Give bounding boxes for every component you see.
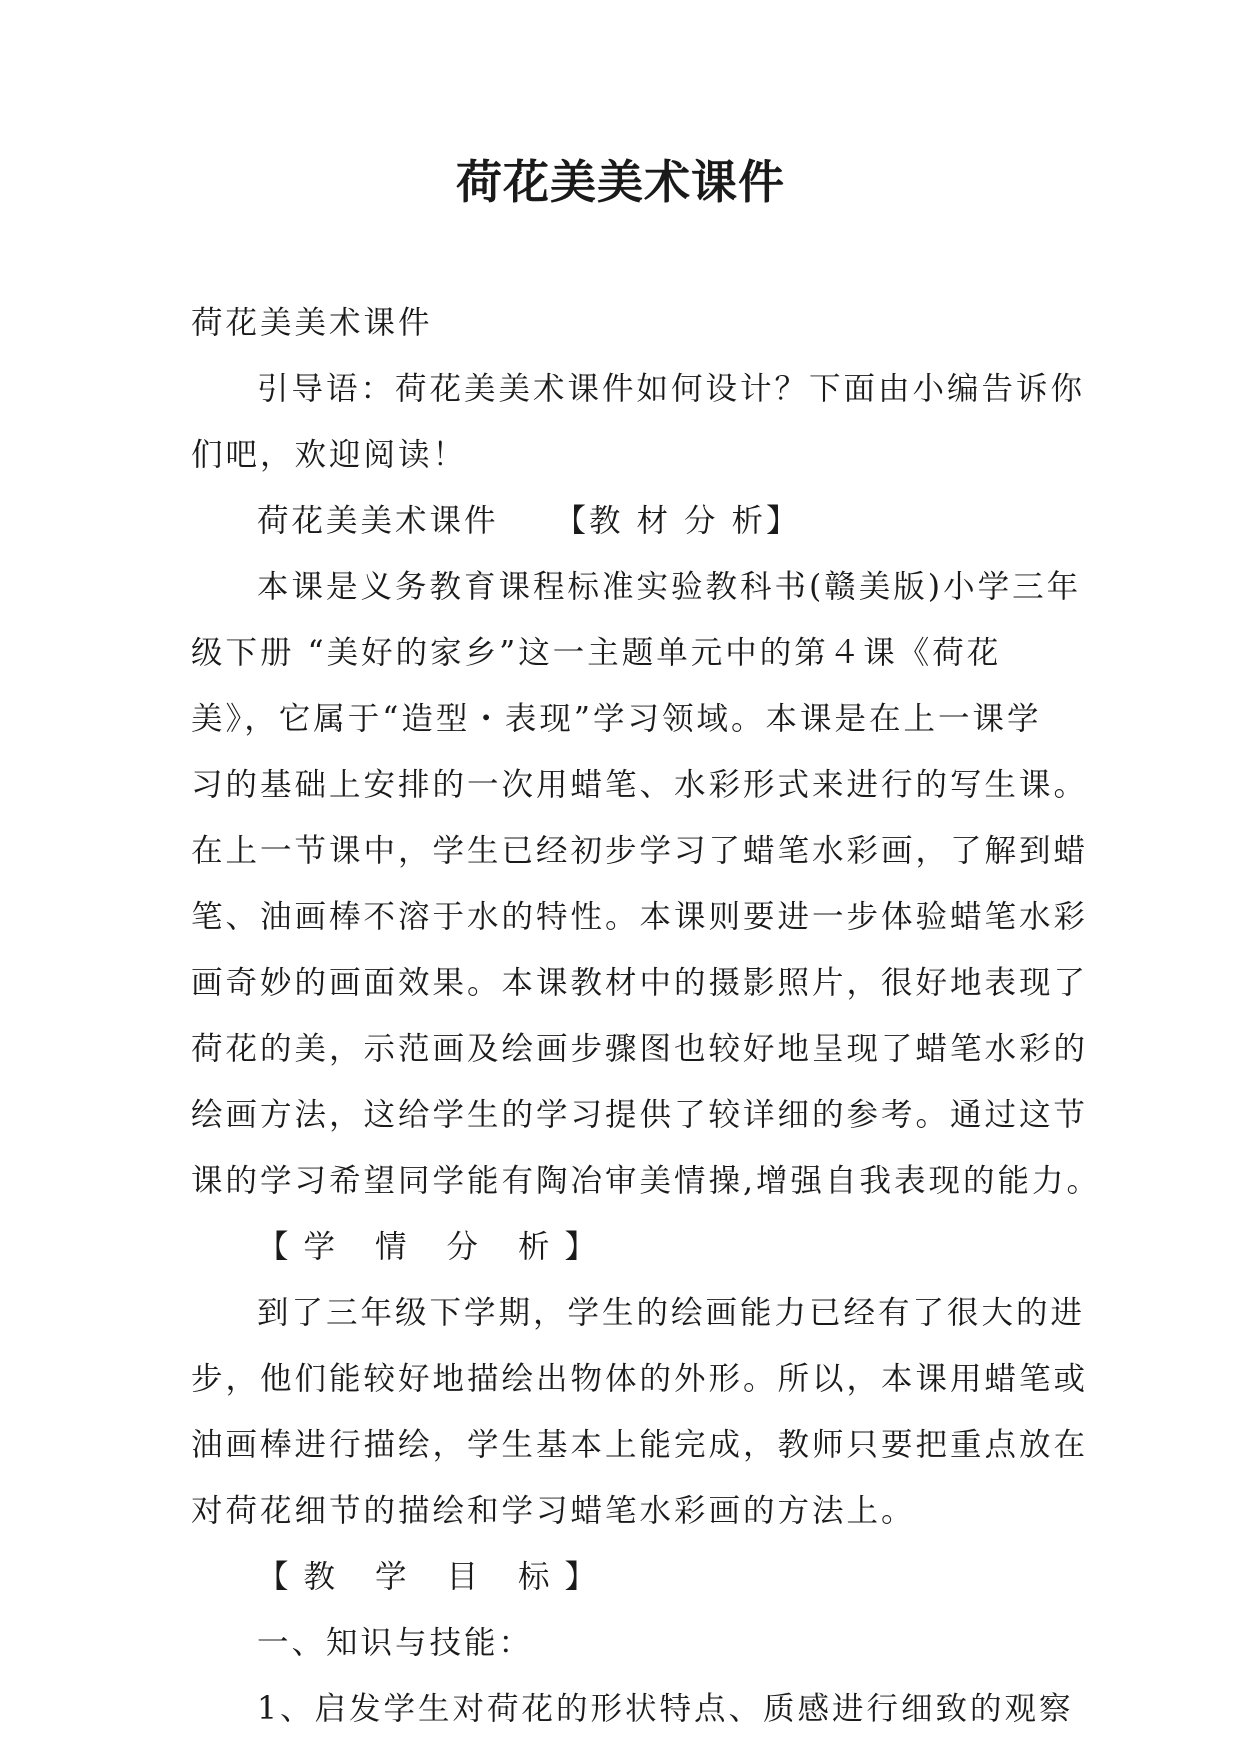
intro-line: 引导语：荷花美美术课件如何设计？下面由小编告诉你 [257, 371, 1086, 407]
paragraph-line: 级下册 “美好的家乡”这一主题单元中的第４课《荷花 [191, 635, 1002, 671]
document-body [191, 290, 1102, 1742]
paragraph-line: 美》，它属于“造型・表现”学习领域。本课是在上一课学 [191, 701, 1042, 737]
paragraph-line: 画奇妙的画面效果。本课教材中的摄影照片，很好地表现了 [191, 965, 1089, 1001]
paragraph-line: 在上一节课中，学生已经初步学习了蜡笔水彩画，了解到蜡 [191, 833, 1089, 869]
section-heading-left: 荷花美美术课件 [257, 503, 499, 539]
section-heading-learner-analysis: 【学 情 分 析】 [257, 1229, 612, 1265]
paragraph-line: 对荷花细节的描绘和学习蜡笔水彩画的方法上。 [191, 1493, 916, 1529]
paragraph-line: 习的基础上安排的一次用蜡笔、水彩形式来进行的写生课。 [191, 767, 1089, 803]
section-heading-line [191, 488, 1051, 554]
paragraph-line: 笔、油画棒不溶于水的特性。本课则要进一步体验蜡笔水彩 [191, 899, 1089, 935]
section-heading-teaching-objectives: 【教 学 目 标】 [257, 1559, 612, 1595]
subheading-knowledge-skills: 一、知识与技能： [257, 1625, 534, 1661]
paragraph-line: 绘画方法，这给学生的学习提供了较详细的参考。通过这节 [191, 1097, 1089, 1133]
paragraph-line: 课的学习希望同学能有陶冶审美情操,增强自我表现的能力。 [191, 1163, 1102, 1199]
paragraph-line: 到了三年级下学期，学生的绘画能力已经有了很大的进 [257, 1295, 1086, 1331]
paragraph-line: 荷花的美，示范画及绘画步骤图也较好地呈现了蜡笔水彩的 [191, 1031, 1089, 1067]
document-title: 荷花美美术课件 [456, 155, 785, 209]
paragraph-line: 油画棒进行描绘，学生基本上能完成，教师只要把重点放在 [191, 1427, 1089, 1463]
section-heading-textbook-analysis: 【教 材 分 析】 [554, 503, 801, 539]
paragraph-line: 本课是义务教育课程标准实验教科书(赣美版)小学三年 [257, 569, 1082, 605]
list-item: 1、启发学生对荷花的形状特点、质感进行细致的观察 [257, 1691, 1074, 1727]
subtitle-line: 荷花美美术课件 [191, 305, 433, 341]
paragraph-line: 步，他们能较好地描绘出物体的外形。所以，本课用蜡笔或 [191, 1361, 1089, 1397]
intro-line: 们吧，欢迎阅读！ [191, 437, 468, 473]
